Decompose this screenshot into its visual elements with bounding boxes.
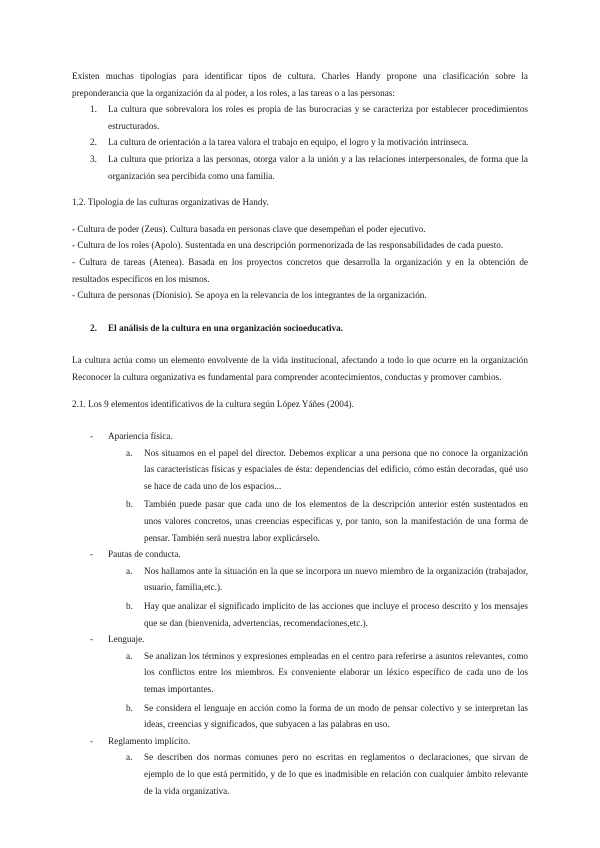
subheading-elements: 2.1. Los 9 elementos identificativos de la cultura según López Yáñes (2004).	[72, 398, 354, 409]
element-language: - Lenguaje.	[90, 634, 145, 645]
culture-numbered-list	[72, 101, 528, 184]
list-item: b. También puede pasar que cada uno de los elementos de la descripción anterior estén sustentados en unos valores concretos, unas creencias específicas y, por tanto, son la manifestación de una forma de pensar. También será nuestra labor explicárselo.	[126, 499, 528, 543]
element-appearance: - Apariencia física.	[90, 431, 173, 442]
section-heading: 2. El análisis de la cultura en una organización socioeducativa.	[90, 322, 344, 333]
list-item: 2. La cultura de orientación a la tarea valora el trabajo en equipo, el logro y la motivación intrínseca.	[90, 137, 469, 148]
element-conduct: - Pautas de conducta.	[90, 549, 181, 560]
list-item: b. Se considera el lenguaje en acción como la forma de un modo de pensar colectivo y se interpretan las ideas, creencias y significados, que subyacen a las palabras en uso.	[126, 702, 528, 730]
list-item: b. Hay que analizar el significado implícito de las acciones que incluye el proceso descrito y los mensajes que se dan (bienvenida, advertencias, recomendaciones,etc.).	[126, 601, 528, 628]
list-item: a. Nos hallamos ante la situación en la que se incorpora un nuevo miembro de la organización (trabajador, usuario, familia,etc.).	[126, 565, 528, 593]
element-implicit-rules: - Reglamento implícito.	[90, 735, 191, 746]
list-item: 1. La cultura que sobrevalora los roles es propia de las burocracias y se caracteriza por establecer procedimientos estructurados.	[90, 104, 528, 131]
handy-type-roles: - Cultura de los roles (Apolo). Sustentada en una descripción pormenorizada de las responsabilidades de cada puesto.	[72, 240, 504, 251]
list-item: a. Nos situamos en el papel del director. Debemos explicar a una persona que no conoce la organización las características físicas y espaciales de ésta: dependencias del edificio, cómo están decoradas, qué uso se hace de cada uno de los espacios...	[126, 447, 528, 491]
section-paragraph: La cultura actúa como un elemento envolvente de la vida institucional, afectando a todo lo que ocurre en la organización Reconocer la cultura organizativa es fundamental para comprender acontecimientos, conductas y promover cambios.	[72, 355, 528, 382]
document-page	[72, 68, 528, 799]
list-item: 3. La cultura que prioriza a las personas, otorga valor a la unión y a las relaciones interpersonales, de forma que la organización sea percibida como una familia.	[90, 153, 528, 181]
list-item: a. Se describen dos normas comunes pero no escritas en reglamentos o declaraciones, que sirvan de ejemplo de lo que está permitido, y de lo que es inadmisible en relación con cualquier ámbito relevante de la vida organizativa.	[126, 752, 528, 796]
subheading-handy: 1.2. Tipología de las culturas organizativas de Handy.	[72, 197, 269, 208]
handy-type-power: - Cultura de poder (Zeus). Cultura basada en personas clave que desempeñan el poder ejecutivo.	[72, 223, 426, 234]
intro-paragraph: Existen muchas tipologías para identificar tipos de cultura. Charles Handy propone una clasificación sobre la preponderancia que la organización da al poder, a los roles, a las tareas o a las personas:	[72, 71, 528, 98]
list-item: a. Se analizan los términos y expresiones empleadas en el centro para referirse a asuntos relevantes, como los conflictos entre los miembros. Es conveniente elaborar un léxico específico de cada uno de los temas importantes.	[126, 650, 528, 694]
handy-type-persons: - Cultura de personas (Dionisio). Se apoya en la relevancia de los integrantes de la organización.	[72, 290, 427, 301]
handy-type-tasks: - Cultura de tareas (Atenea). Basada en los proyectos concretos que desarrolla la organización y en la obtención de resultados específicos en los mismos.	[72, 256, 528, 284]
